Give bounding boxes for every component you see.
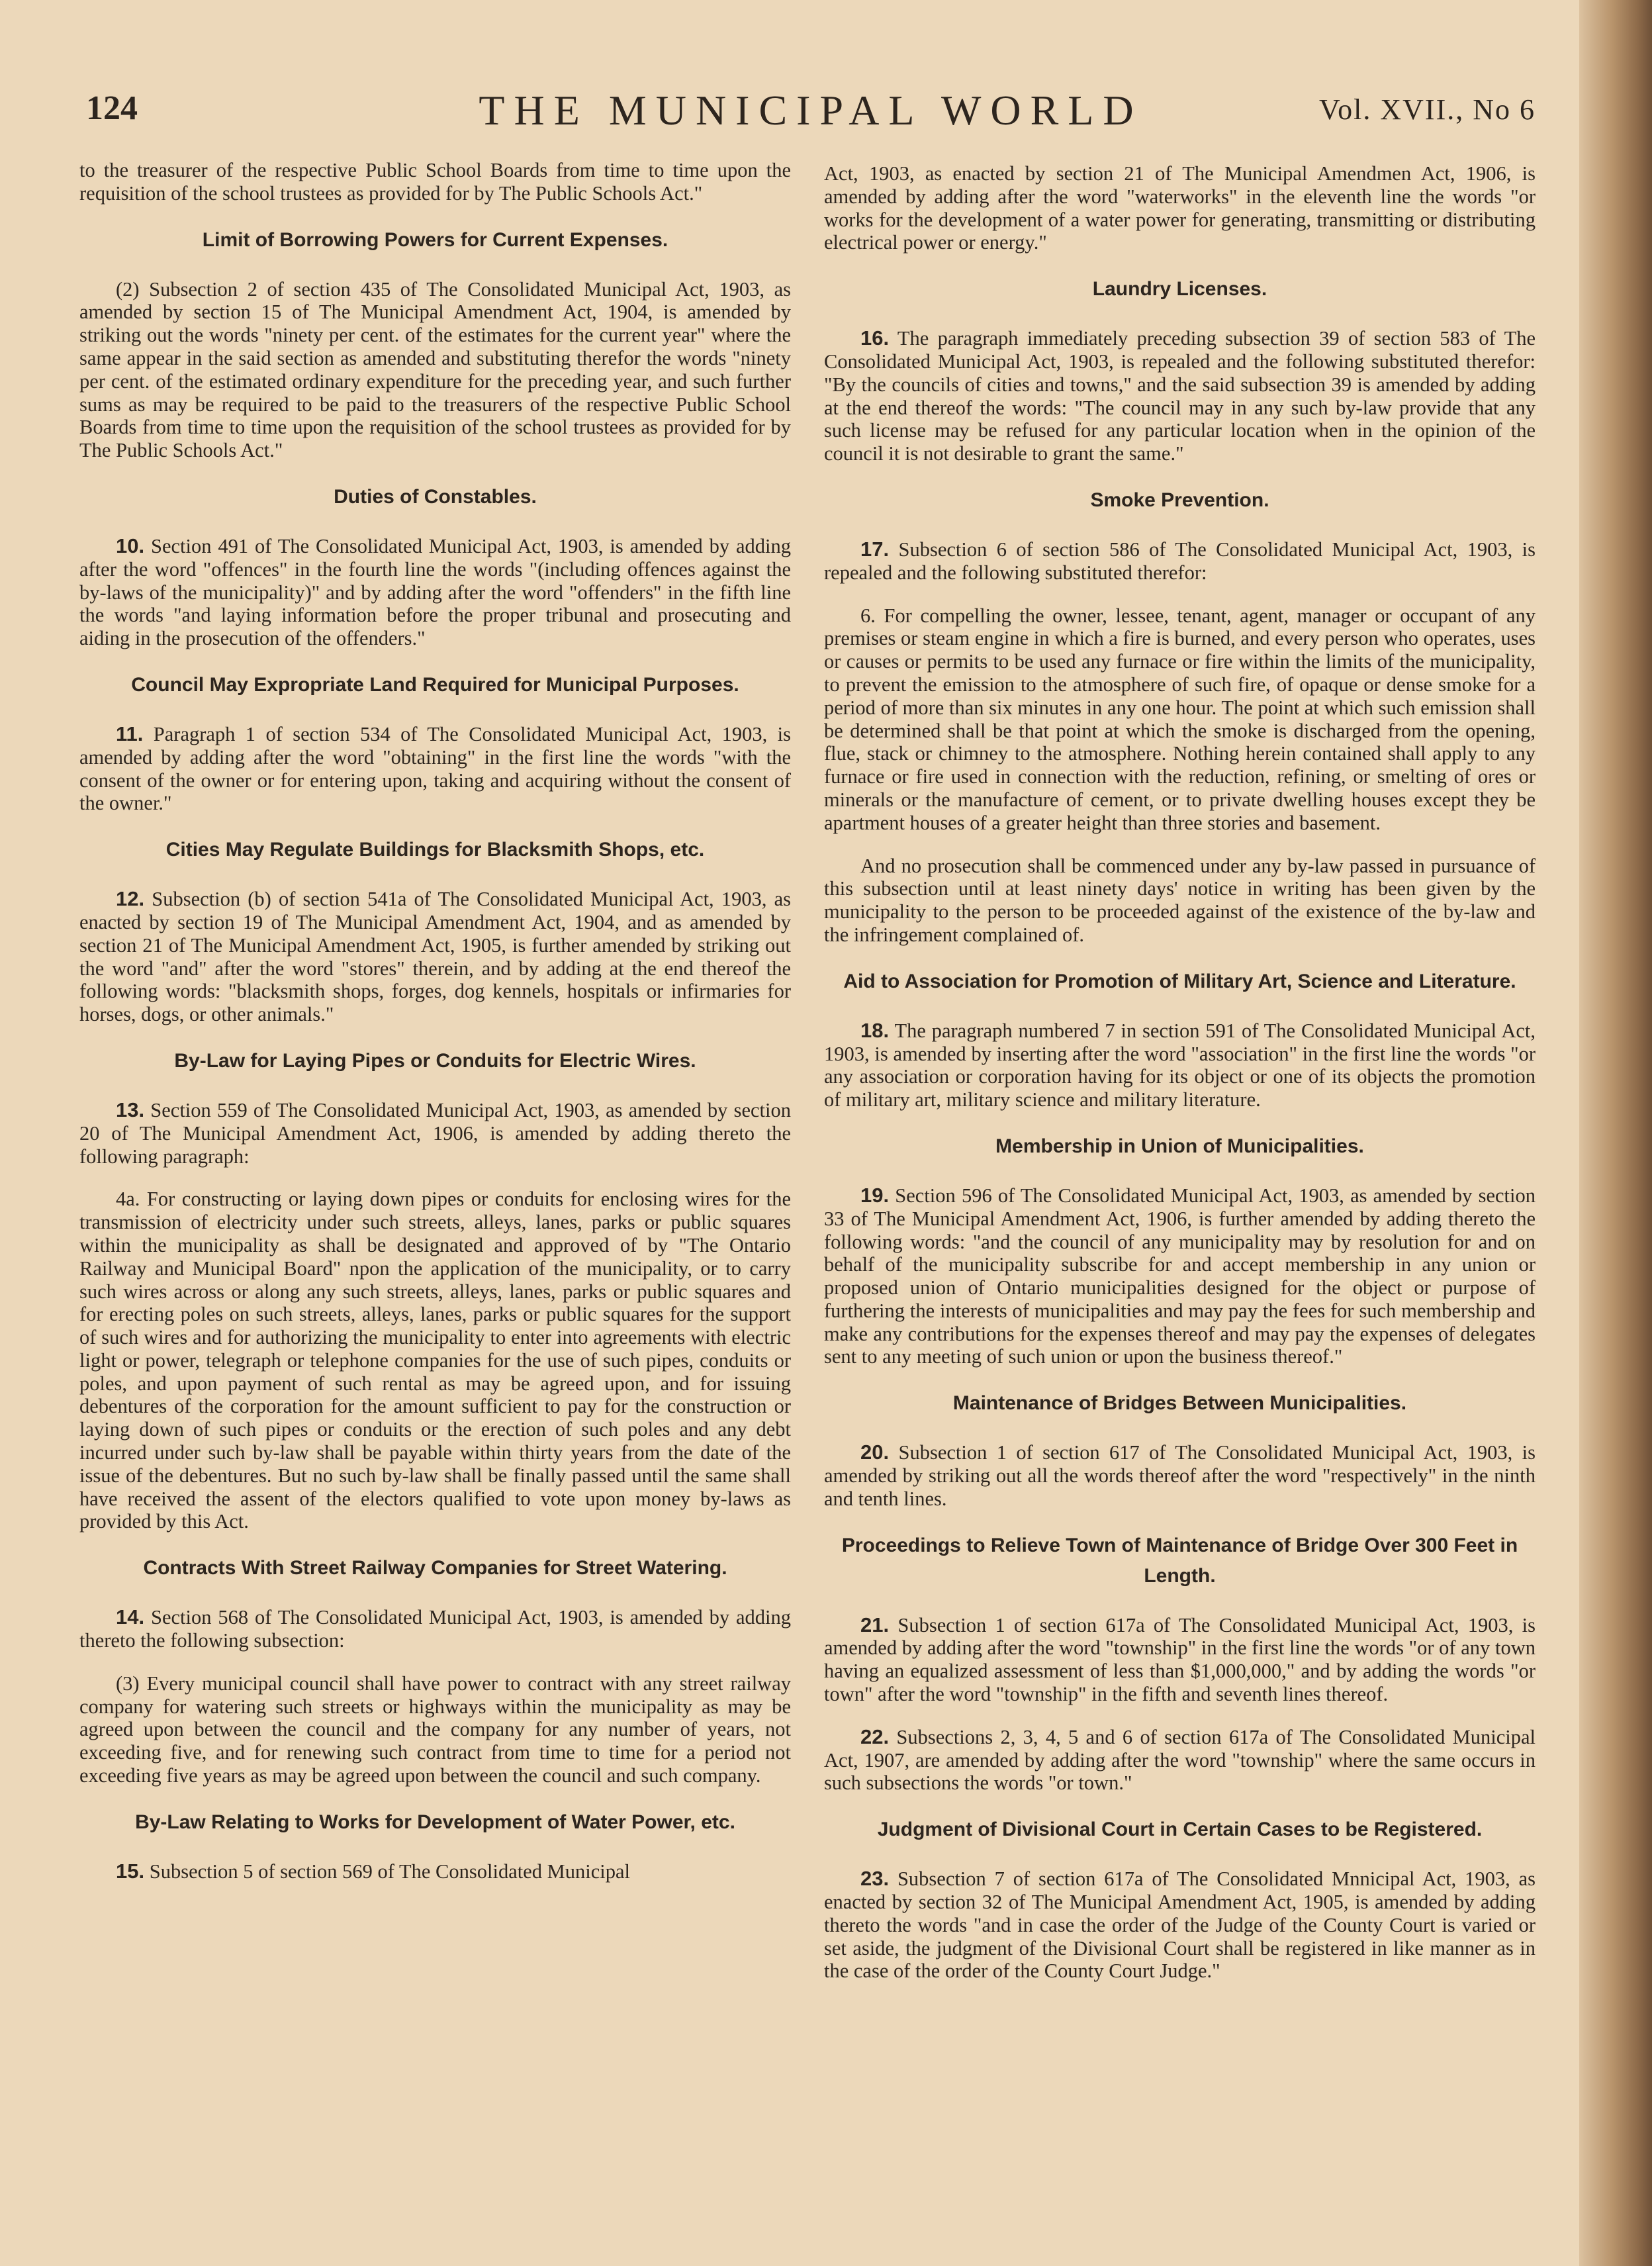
paragraph-text: Paragraph 1 of section 534 of The Consolidated Municipal Act, 1903, is amended by adding after the word "obtaining" in the first line the words "with the consent of the owner or for entering upon, taking and acquiring without the consent of the owner." <box>79 722 792 815</box>
paragraph-text: Subsection (b) of section 541a of The Consolidated Municipal Act, 1903, as enacted by section 19 of The Municipal Amendment Act, 1904, and as amended by section 21 of The Municipal Amendment Act, 1905, is further amended by striking out the word "and" after the word "stores" therein, and by adding at the end thereof the following words: "blacksmith shops, forges, dog kennels, hospitals or infirmaries for horses, dogs, or other animals." <box>79 888 791 1026</box>
book-spine-shadow <box>1579 0 1652 2266</box>
paragraph <box>79 278 791 462</box>
clause-number: 20. <box>860 1440 890 1464</box>
section-heading: Limit of Borrowing Powers for Current Expenses. <box>202 228 668 251</box>
paragraph-text: (2) Subsection 2 of section 435 of The Consolidated Municipal Act, 1903, as amended by section 15 of The Municipal Amendment Act, 1904, is amended by striking out the words "ninety per cent. of the estimates for the current year" where the same appear in the said section as amended and substituting therefor the words "ninety per cent. of the estimated ordinary expenditure for the preceding year, and such further sums as may be required to be paid to the treasurers of the respective Public School Boards from time to time upon the requisition of the school trustees as provided for by The Public Schools Act." <box>79 277 791 462</box>
paragraph <box>824 1614 1536 1706</box>
clause-number: 10. <box>116 534 145 557</box>
paragraph <box>79 535 791 650</box>
paragraph <box>824 1441 1536 1510</box>
paragraph <box>824 855 1536 947</box>
paragraph-text: to the treasurer of the respective Public School Boards from time to time upon the requisition of the school trustees as provided for by The Public Schools Act." <box>79 159 791 205</box>
paragraph <box>824 162 1536 254</box>
left-column <box>79 159 791 1903</box>
paragraph-text: (3) Every municipal council shall have power to contract with any street railway company for watering such streets or highways within the municipality as may be agreed upon between the council and the company for any number of years, not exceeding five, and for renewing such contract from time to time for a period not exceeding five years as may be agreed upon between the council and such company. <box>79 1672 791 1787</box>
volume-number: Vol. XVII., No 6 <box>1319 93 1536 126</box>
paragraph-text: Subsections 2, 3, 4, 5 and 6 of section 617a of The Consolidated Municipal Act, 1907, are amended by adding after the word "township" where the same occurs in such subsections the words "or town." <box>824 1725 1536 1795</box>
clause-number: 12. <box>116 887 145 911</box>
paragraph <box>79 1099 791 1168</box>
clause-number: 11. <box>116 722 144 745</box>
clause-number: 19. <box>860 1183 890 1207</box>
paragraph <box>824 538 1536 585</box>
paragraph <box>824 1019 1536 1111</box>
section-heading: Cities May Regulate Buildings for Blacksmith Shops, etc. <box>165 839 705 861</box>
paragraph-text: Subsection 5 of section 569 of The Consolidated Municipal <box>149 1860 630 1883</box>
paragraph <box>79 159 791 205</box>
paragraph-text: Subsection 1 of section 617 of The Consolidated Municipal Act, 1903, is amended by striking out all the words thereof after the word "respectively" in the ninth and tenth lines. <box>824 1441 1536 1510</box>
section-heading: Aid to Association for Promotion of Military Art, Science and Literature. <box>843 970 1516 992</box>
paragraph-text: 4a. For constructing or laying down pipes or conduits for enclosing wires for the transmission of electricity under such streets, alleys, lanes, parks or public squares within the municipality as shall be designated and approved of by "The Ontario Railway and Municipal Board" npon the application of the municipality, or to carry such wires across or along any such streets, alleys, lanes, parks or public squares and for erecting poles on such streets, alleys, lanes, parks or public squares for the support of such wires and for authorizing the municipality to enter into agreements with electric light or power, telegraph or telephone companies for the use of such pipes, conduits or poles, and upon payment of such rental as may be agreed upon, and for issuing debentures of the corporation for the amount sufficient to pay for the construction or laying down of such pipes or conduits or the erection of such poles and any debt incurred under such by-law shall be payable within thirty years from the date of the issue of the debentures. But no such by-law shall be finally passed until the same shall have received the assent of the electors qualified to vote upon money by-laws as provided by this Act. <box>79 1188 791 1533</box>
paragraph-text: The paragraph numbered 7 in section 591 of The Consolidated Municipal Act, 1903, is amended by inserting after the word "association" in the first line the words "or any association or corporation having for its object or one of its objects the promotion of military art, military science and military literature. <box>824 1019 1536 1111</box>
paragraph <box>824 1867 1536 1983</box>
section-heading: Smoke Prevention. <box>1090 489 1269 511</box>
paragraph <box>824 327 1536 465</box>
paragraph-text: And no prosecution shall be commenced under any by-law passed in pursuance of this subsection until at least ninety days' notice in writing has been given by the municipality to the person to be proceeded against of the existence of the by-law and the infringement complained of. <box>824 854 1536 946</box>
paragraph-text: The paragraph immediately preceding subsection 39 of section 583 of The Consolidated Municipal Act, 1903, is repealed and the following substituted therefor: "By the councils of cities and towns," and the said subsection 39 is amended by adding at the end thereof the words: "The council may in any such by-law provide that any such license may be refused for any particular location when in the opinion of the council it is not desirable to grant the same." <box>824 327 1536 465</box>
paragraph <box>79 1672 791 1787</box>
paragraph-text: Section 559 of The Consolidated Municipal Act, 1903, as amended by section 20 of The Municipal Amendment Act, 1906, is amended by adding thereto the following paragraph: <box>79 1098 791 1168</box>
paragraph-text: Subsection 1 of section 617a of The Consolidated Municipal Act, 1903, is amended by adding after the word "township" in the first line the words "or of any town having an equalized assessment of less than $1,000,000," and by adding the words "or town" after the word "township" in the fifth and seventh lines thereof. <box>824 1613 1536 1706</box>
section-heading: Maintenance of Bridges Between Municipalities. <box>952 1392 1407 1415</box>
paragraph-text: Subsection 6 of section 586 of The Consolidated Municipal Act, 1903, is repealed and the following substituted therefor: <box>824 538 1536 584</box>
paragraph-text: Subsection 7 of section 617a of The Consolidated Mnnicipal Act, 1903, as enacted by section 32 of The Municipal Amendment Act, 1905, is amended by adding thereto the words "and in case the order of the Judge of the County Court is varied or set aside, the judgment of the Divisional Court shall be registered in like manner as in the case of the order of the County Court Judge." <box>824 1867 1536 1983</box>
section-heading: Duties of Constables. <box>334 485 537 508</box>
clause-number: 18. <box>860 1018 890 1042</box>
clause-number: 13. <box>116 1098 145 1121</box>
right-column <box>824 162 1536 2003</box>
paragraph-text: Section 568 of The Consolidated Municipal Act, 1903, is amended by adding thereto the following subsection: <box>79 1606 791 1652</box>
clause-number: 22. <box>860 1724 890 1748</box>
section-heading: Contracts With Street Railway Companies for Street Watering. <box>143 1557 727 1580</box>
paragraph-text: Act, 1903, as enacted by section 21 of The Municipal Amendmen Act, 1906, is amended by adding after the word "waterworks" in the eleventh line the words "or works for the development of a water power for generating, transmitting or distributing electrical power or energy." <box>824 162 1536 254</box>
paragraph <box>79 888 791 1026</box>
paragraph <box>824 604 1536 835</box>
paragraph <box>79 1606 791 1652</box>
section-heading: By-Law for Laying Pipes or Conduits for Electric Wires. <box>174 1049 696 1072</box>
section-heading: Council May Expropriate Land Required for Municipal Purposes. <box>131 673 739 696</box>
publication-title: THE MUNICIPAL WORLD <box>479 87 1143 134</box>
paragraph-text: Section 491 of The Consolidated Municipal Act, 1903, is amended by adding after the word "offences" in the fourth line the words "(including offences against the by-laws of the municipality)" and by adding after the word "offenders" in the fifth line the words "and laying information before the proper tribunal and prosecuting and aiding in the prosecution of the offenders." <box>79 534 791 650</box>
section-heading: Judgment of Divisional Court in Certain Cases to be Registered. <box>877 1818 1483 1841</box>
paragraph-text: Section 596 of The Consolidated Municipal Act, 1903, as amended by section 33 of The Municipal Amendment Act, 1906, is further amended by adding thereto the following words: "and the council of any municipality may by resolution for and on behalf of the municipality subscribe for and accept membership in any union or proposed union of Ontario municipalities designed for the object or purpose of furthering the interests of municipalities and may pay the fees for such membership and make any contributions for the expenses thereof and may pay the expenses of delegates sent to any meeting of such union or upon the business thereof." <box>824 1184 1536 1368</box>
clause-number: 21. <box>860 1613 890 1636</box>
section-heading: By-Law Relating to Works for Development of Water Power, etc. <box>135 1811 735 1833</box>
paragraph <box>824 1726 1536 1795</box>
section-heading: Laundry Licenses. <box>1092 278 1267 301</box>
paragraph <box>79 1188 791 1533</box>
paragraph <box>824 1184 1536 1368</box>
clause-number: 17. <box>860 537 890 561</box>
clause-number: 16. <box>860 326 890 350</box>
clause-number: 14. <box>116 1605 145 1629</box>
paragraph <box>79 1860 791 1883</box>
clause-number: 23. <box>860 1867 890 1891</box>
section-heading: Proceedings to Relieve Town of Maintenance of Bridge Over 300 Feet in Length. <box>841 1534 1518 1587</box>
page-number: 124 <box>86 89 138 127</box>
paragraph-text: 6. For compelling the owner, lessee, tenant, agent, manager or occupant of any premises or steam engine in which a fire is burned, and every person who operates, uses or causes or permits to be used any furnace or fire within the limits of the municipality, to prevent the emission to the atmosphere of such fire, of opaque or dense smoke for a period of more than six minutes in any one hour. The point at which such emission shall be determined shall be that point at which the smoke is discharged from the opening, flue, stack or chimney to the atmosphere. Nothing herein contained shall apply to any furnace or fire used in connection with the reduction, refining, or smelting of ores or minerals or the manufacture of cement, or to private dwelling houses except they be apartment houses of a greater height than three stories and basement. <box>824 604 1536 834</box>
running-header <box>86 79 1536 146</box>
paragraph <box>79 723 791 815</box>
clause-number: 15. <box>116 1859 145 1883</box>
section-heading: Membership in Union of Municipalities. <box>995 1135 1364 1157</box>
